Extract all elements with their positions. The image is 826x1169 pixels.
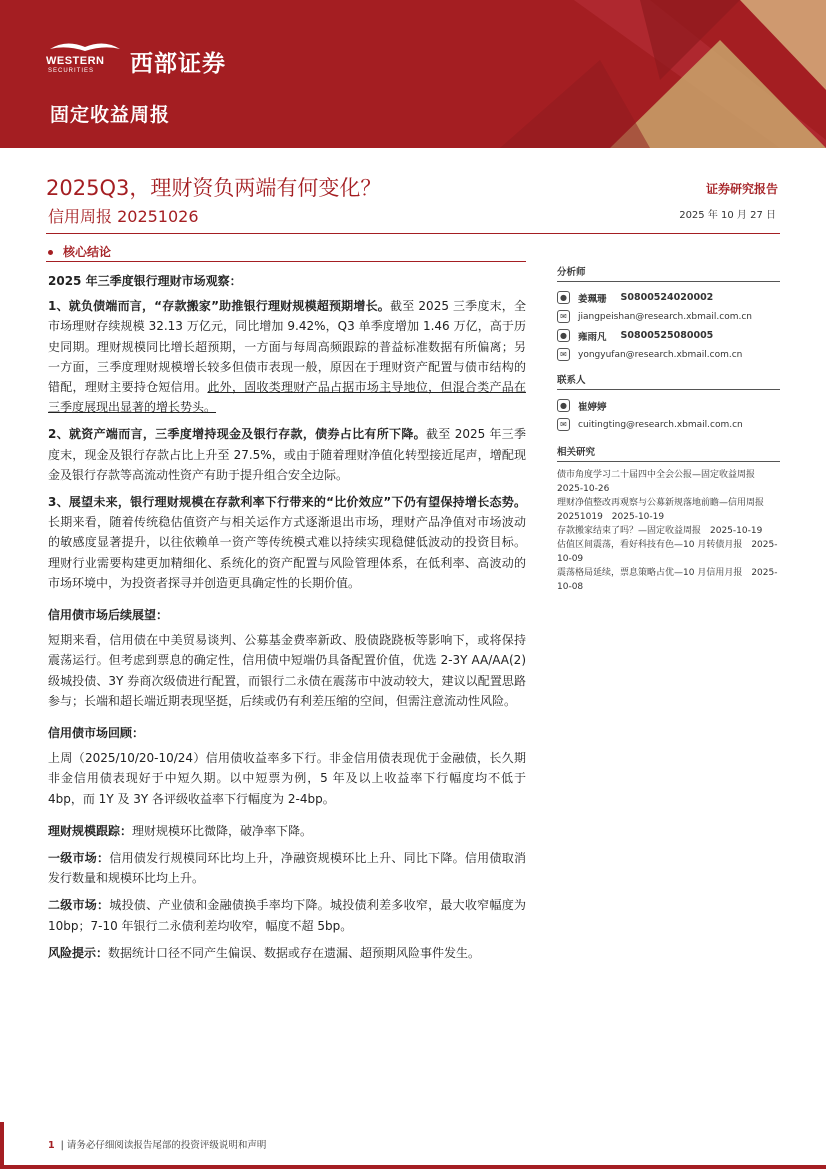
footer-disclaimer: | 请务必仔细阅读报告尾部的投资评级说明和声明 — [60, 1140, 267, 1151]
paragraph-asset — [48, 424, 526, 485]
paragraph-outlook-wm — [48, 492, 526, 593]
paragraph-underlined: 此外，固收类理财产品占据市场主导地位，但混合类产品在三季度展现出显著的增长势头。 — [48, 380, 526, 415]
primary-text: 信用债发行规模同环比均上升，净融资规模环比上升、同比下降。信用债取消发行数量和规模环比均上升。 — [48, 851, 526, 886]
analyst-email-row — [557, 345, 780, 364]
analyst-name: 雍雨凡 — [578, 331, 607, 343]
title-divider — [46, 233, 780, 234]
related-item[interactable]: 震荡格局延续，票息策略占优—10 月信用月报 2025-10-08 — [557, 568, 778, 592]
paragraph-text: 截至 2025 三季度末，全市场理财存续规模 32.13 万亿元，同比增加 9.42%，Q3 单季度增加 1.46 万亿，高于历史同期。理财规模同比增长超预期，一方面与每周高频跟踪的普益标准数据有所偏离；另一方面，三季度理财规模增长较多但债市表现一般，原因在于理财资产配置与债市结构的错配，理财主要持仓短信用。 — [48, 299, 526, 395]
header-banner — [0, 0, 826, 148]
paragraph-liability — [48, 296, 526, 417]
analyst-id: S0800524020002 — [620, 292, 714, 303]
related-item[interactable]: 债市角度学习二十届四中全会公报—固定收益周报 2025-10-26 — [557, 470, 765, 494]
paragraph-text: 截至 2025 年三季度末，现金及银行存款占比上升至 27.5%，或由于随着理财净值化转型接近尾声，增配现金及银行存款等高流动性资产有助于提升组合安全边际。 — [48, 427, 526, 482]
section-divider — [46, 261, 526, 262]
paragraph-lead: 3、展望未来，银行理财规模在存款利率下行带来的“比价效应”下仍有望保持增长态势。 — [48, 495, 526, 510]
risk-label: 风险提示： — [48, 945, 109, 960]
risk-text: 数据统计口径不同产生偏误、数据或存在遗漏、超预期风险事件发生。 — [108, 945, 481, 960]
contact-name: 崔婷婷 — [578, 401, 607, 413]
logo-chinese: 西部证券 — [130, 51, 226, 77]
main-content — [48, 271, 526, 970]
page-title: 2025Q3，理财资负两端有何变化？ — [46, 176, 382, 200]
report-date: 2025 年 10 月 27 日 — [679, 210, 776, 221]
primary-label: 一级市场： — [48, 851, 110, 866]
wm-text: 理财规模环比微降，破净率下降。 — [132, 823, 313, 838]
review-paragraph: 上周（2025/10/20-10/24）信用债收益率多下行。非金信用债表现优于金融债，长久期非金信用债表现好于中短久期。以中短票为例，5 年及以上收益率下行幅度均不低于 4bp，而 1Y 及 3Y 各评级收益率下行幅度为 2-4bp。 — [48, 751, 526, 806]
related-item[interactable]: 理财净值整改再观察与公募新规落地前瞻—信用周报 20251019 2025-10-19 — [557, 498, 765, 522]
wm-label: 理财规模跟踪： — [48, 823, 133, 838]
paragraph-lead: 2、就资产端而言，三季度增持现金及银行存款，债券占比有所下降。 — [48, 427, 426, 442]
analyst-row — [557, 326, 780, 345]
sidebar — [557, 264, 780, 594]
outlook-paragraph: 短期来看，信用债在中美贸易谈判、公募基金费率新政、股债跷跷板等影响下，或将保持震荡运行。但考虑到票息的确定性，信用债中短端仍具备配置价值，优选 2-3Y AA/AA(2)级城投债、3Y 券商次级债进行配置，而银行二永债在震荡市中波动较大，建议以配置思路参与；长端和超长端近期表现坚挺，后续或仍有利差压缩的空间，但需注意流动性风险。 — [48, 633, 526, 708]
analyst-email-row — [557, 307, 780, 326]
outlook-heading: 信用债市场后续展望： — [48, 608, 169, 623]
logo-english: WESTERN — [46, 54, 105, 67]
analyst-email[interactable]: jiangpeishan@research.xbmail.com.cn — [578, 311, 753, 322]
related-heading: 相关研究 — [557, 444, 780, 462]
contact-heading: 联系人 — [557, 372, 780, 390]
bullet-icon — [48, 250, 53, 255]
report-label: 证券研究报告 — [705, 182, 778, 196]
market-observation-heading: 2025 年三季度银行理财市场观察： — [48, 274, 242, 288]
analyst-row — [557, 288, 780, 307]
page-footer — [48, 1137, 266, 1151]
analyst-name: 姜珮珊 — [578, 293, 607, 305]
wm-tracking — [48, 821, 526, 841]
person-icon: ● — [557, 399, 570, 412]
contact-row — [557, 396, 780, 415]
section-heading — [48, 243, 111, 260]
footer-bracket-left — [0, 1122, 4, 1169]
review-heading: 信用债市场回顾： — [48, 726, 145, 741]
contact-email-row — [557, 415, 780, 434]
secondary-market — [48, 895, 526, 935]
analyst-email[interactable]: yongyufan@research.xbmail.com.cn — [578, 349, 743, 360]
related-list — [557, 468, 780, 594]
mail-icon: ✉ — [557, 418, 570, 431]
footer-bracket-bottom — [0, 1165, 826, 1169]
person-icon: ● — [557, 291, 570, 304]
primary-market — [48, 848, 526, 888]
related-item[interactable]: 估值区间震荡，看好科技有色—10 月转债月报 2025-10-09 — [557, 540, 778, 564]
company-logo — [46, 45, 226, 78]
page-number: 1 — [48, 1140, 55, 1151]
analyst-heading: 分析师 — [557, 264, 780, 282]
paragraph-lead: 1、就负债端而言，“存款搬家”助推银行理财规模超预期增长。 — [48, 299, 390, 314]
mail-icon: ✉ — [557, 310, 570, 323]
analyst-id: S0800525080005 — [620, 330, 714, 341]
related-item[interactable]: 存款搬家结束了吗？—固定收益周报 2025-10-19 — [557, 526, 763, 536]
report-type: 固定收益周报 — [50, 104, 171, 126]
paragraph-text: 长期来看，随着传统稳估值资产与相关运作方式逐渐退出市场，理财产品净值对市场波动的敏感度显著提升，以往依赖单一资产等传统模式难以持续实现稳健低波动的投资目标。理财行业需要构建更加精细化、系统化的资产配置与风险管理体系，在低利率、高波动的市场环境中，为投资者探寻并创造更具确定性的长期价值。 — [48, 515, 526, 590]
risk-warning — [48, 943, 526, 963]
logo-mark — [46, 47, 124, 77]
logo-english-sub: SECURITIES — [48, 67, 95, 74]
secondary-label: 二级市场： — [48, 898, 110, 913]
secondary-text: 城投债、产业债和金融债换手率均下降。城投债利差多收窄，最大收窄幅度为 10bp；7-10 年银行二永债利差均收窄，幅度不超 5bp。 — [48, 898, 526, 933]
person-icon: ● — [557, 329, 570, 342]
page-subtitle: 信用周报 20251026 — [48, 207, 199, 226]
section-heading-label: 核心结论 — [63, 245, 112, 259]
contact-email[interactable]: cuitingting@research.xbmail.com.cn — [578, 419, 743, 430]
mail-icon: ✉ — [557, 348, 570, 361]
